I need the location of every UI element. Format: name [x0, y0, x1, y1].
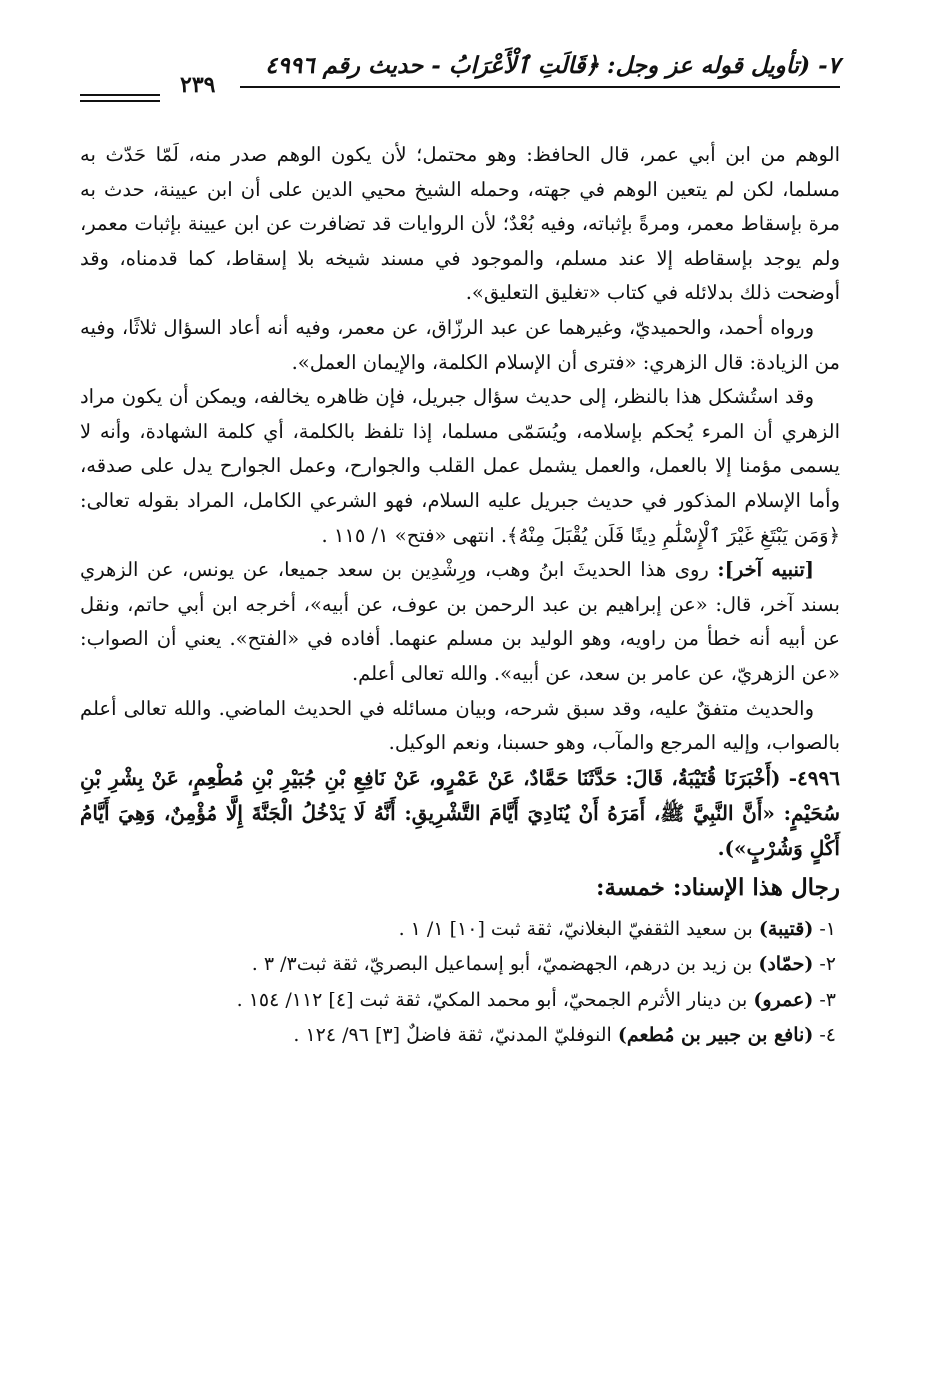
narrator-number: ٢- — [813, 953, 836, 976]
section-title: رجال هذا الإسناد: خمسة: — [596, 873, 840, 901]
narrator-number: ١- — [813, 917, 836, 940]
narrator-name: (عمرو) — [753, 988, 814, 1011]
page-number-rule-bottom — [80, 100, 160, 102]
narrator-name: (نافع بن جبير بن مُطعم) — [617, 1024, 814, 1047]
narrator-desc: بن دينار الأثرم الجمحيّ، أبو محمد المكيّ، ثقة ثبت [٤] ١١٢/ ١٥٤ . — [236, 988, 754, 1011]
paragraph: الوهم من ابن أبي عمر، قال الحافظ: وهو محتمل؛ لأن يكون الوهم صدر منه، لَمّا حَدّث به مسلما، لكن لم يتعين الوهم في جهته، وحمله الشيخ محيي الدين على أن ابن عيينة، حدث به مرة بإسقاط معمر، ومرةً بإثباته، وفيه بُعْدٌ؛ لأن الروايات قد تضافرت عن ابن عيينة بإثبات معمر، ولم يوجد بإسقاطه إلا عند مسلم، والموجود في مسند شيخه بلا إسقاط، كما قدمناه، وقد أوضحت ذلك بدلائله في كتاب «تغليق التعليق». — [80, 143, 840, 305]
narrator-name: (حمّاد) — [758, 953, 814, 976]
hadith-text: ٤٩٩٦- (أَخْبَرَنَا قُتَيْبَةُ، قَالَ: حَدَّثَنَا حَمَّادٌ، عَنْ عَمْرٍو، عَنْ نَافِعِ بْنِ جُبَيْرِ بْنِ مُطْعِمٍ، عَنْ بِشْرِ بْنِ سُحَيْمٍ: «أَنَّ النَّبِيَّ ﷺ، أَمَرَهُ أَنْ يُنَادِيَ أَيَّامَ التَّشْرِيقِ: أَنَّهُ لَا يَدْخُلُ الْجَنَّةَ إِلَّا مُؤْمِنٌ، وَهِيَ أَيَّامُ أَكْلٍ وَشُرْبٍ»). — [80, 765, 840, 860]
note-paragraph — [80, 553, 840, 691]
header-rule — [240, 86, 840, 88]
narrator-number: ٣- — [813, 988, 836, 1011]
narrator-desc: النوفليّ المدنيّ، ثقة فاضلٌ [٣] ٩٦/ ١٢٤ . — [293, 1024, 618, 1047]
narrator-number: ٤- — [813, 1024, 836, 1047]
running-title: ٧- (تأويل قوله عز وجل: ﴿قَالَتِ ٱلْأَعْرَابُ - حديث رقم ٤٩٩٦ — [265, 52, 840, 79]
narrator-item — [80, 1018, 840, 1054]
page-number: ٢٣٩ — [180, 72, 216, 98]
closing-paragraph: والحديث متفقٌ عليه، وقد سبق شرحه، وبيان مسائله في الحديث الماضي. والله تعالى أعلم بالصواب، وإليه المرجع والمآب، وهو حسبنا، ونعم الوكيل. — [80, 696, 840, 755]
note-text: روى هذا الحديثَ ابنُ وهب، ورِشْدِين بن سعد جميعا، عن يونس، عن الزهري بسند آخر، قال: «عن إبراهيم بن عبد الرحمن بن عوف، عن أبيه»، أخرجه ابن أبي حاتم، ونقل عن أبيه أنه خطأ من راويه، وهو الوليد بن مسلم عنهما. أفاده في «الفتح». يعني أن الصواب: «عن الزهريّ، عن عامر بن سعد، عن أبيه». والله تعالى أعلم. — [80, 558, 840, 685]
page-header — [80, 50, 840, 98]
narrator-item — [80, 983, 840, 1019]
page-number-rule-top — [80, 94, 160, 96]
narrator-item — [80, 947, 840, 983]
narrator-desc: بن زيد بن درهم، الجهضميّ، أبو إسماعيل البصريّ، ثقة ثبت٣/ ٣ . — [251, 953, 759, 976]
paragraph: وقد استُشكل هذا بالنظر، إلى حديث سؤال جبريل، فإن ظاهره يخالفه، ويمكن أن يكون مراد الزهري أن المرء يُحكم بإسلامه، ويُسَمّى مسلما، إذا تلفظ بالكلمة، أي كلمة الشهادة، وأنه لا يسمى مؤمنا إلا بالعمل، والعمل يشمل عمل القلب والجوارح، وعمل الجوارح يدل على صدقه، وأما الإسلام المذكور في حديث جبريل عليه السلام، فهو الشرعي الكامل، المراد بقوله تعالى: ﴿وَمَن يَبْتَغِ غَيْرَ ٱلْإِسْلَٰمِ دِينًا فَلَن يُقْبَلَ مِنْهُ﴾. انتهى «فتح» ١/ ١١٥ . — [80, 385, 840, 547]
narrator-desc: بن سعيد الثقفيّ البغلانيّ، ثقة ثبت [١٠] ١/ ١ . — [398, 917, 759, 940]
note-label: [تنبيه آخر]: — [717, 558, 814, 582]
paragraph: ورواه أحمد، والحميديّ، وغيرهما عن عبد الرزّاق، عن معمر، وفيه أنه أعاد السؤال ثلاثًا، وفيه من الزيادة: قال الزهري: «فترى أن الإسلام الكلمة، والإيمان العمل». — [80, 315, 840, 374]
narrator-item — [80, 912, 840, 948]
narrator-name: (قتيبة) — [758, 917, 814, 940]
page-body — [80, 138, 840, 1054]
